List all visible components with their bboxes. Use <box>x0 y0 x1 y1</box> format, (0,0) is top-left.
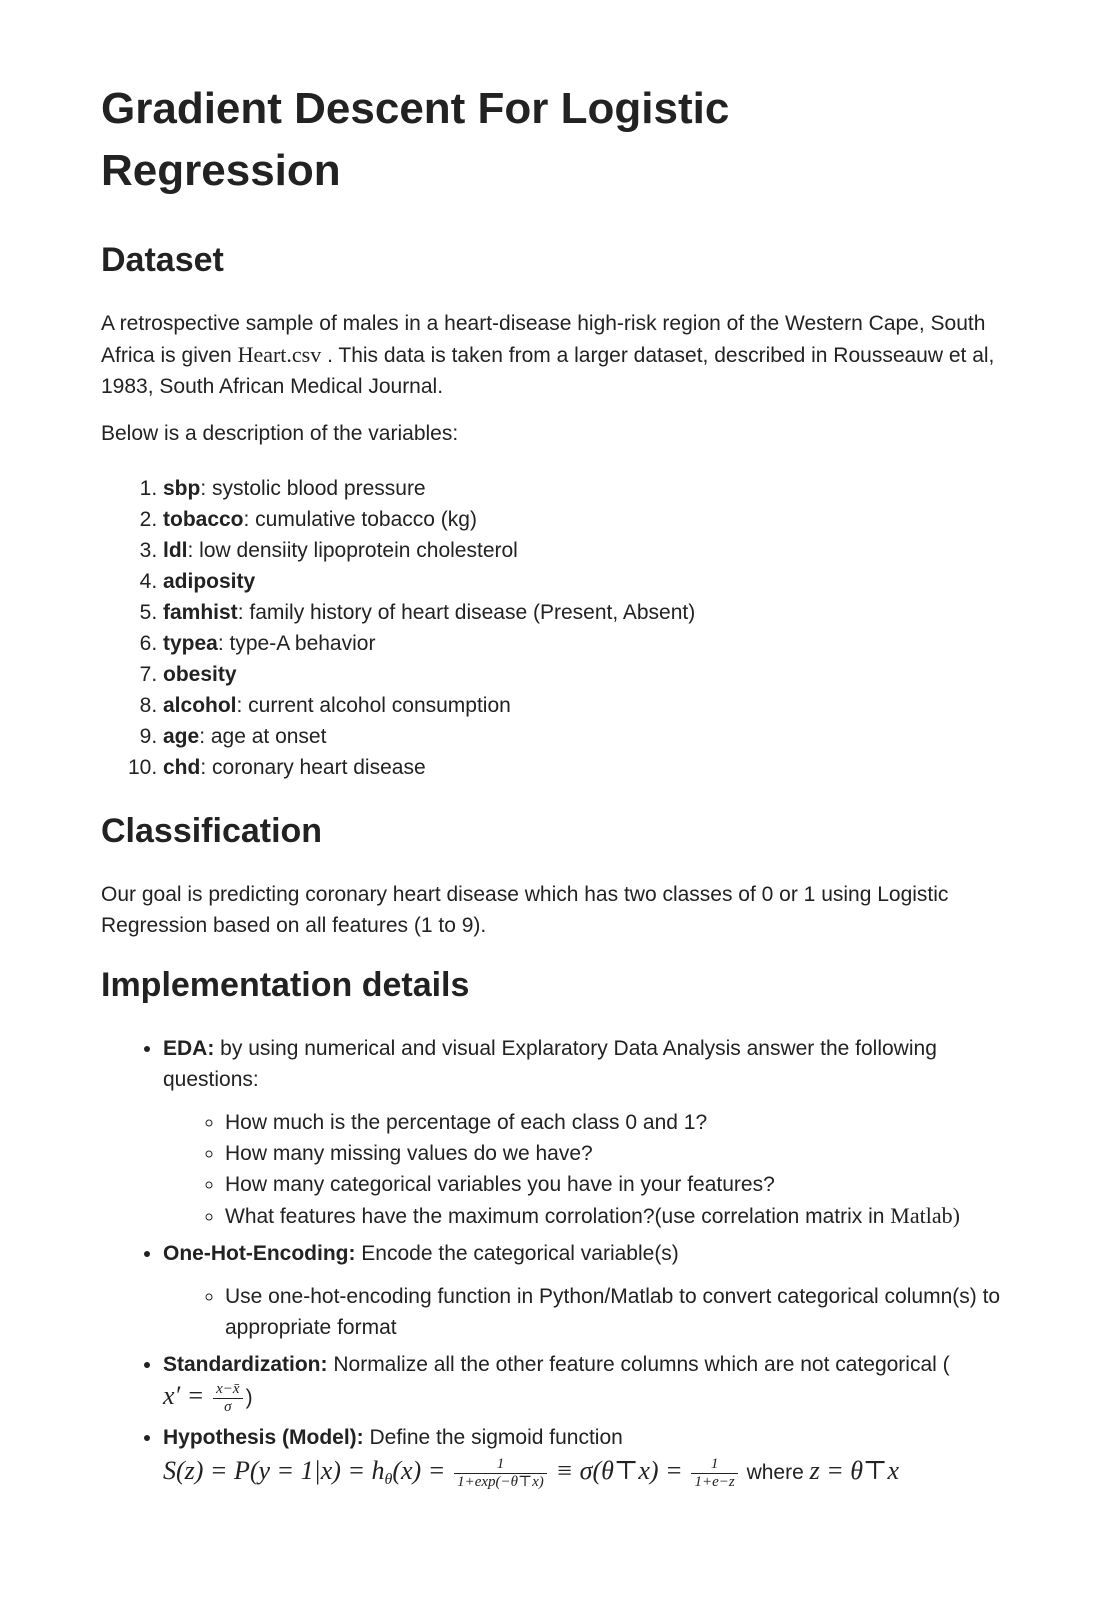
standardization-text: Normalize all the other feature columns which are not categorical ( <box>327 1353 950 1376</box>
list-item <box>163 659 1017 690</box>
classification-description: Our goal is predicting coronary heart disease which has two classes of 0 or 1 using Logistic Regression based on all features (1 to 9). <box>101 883 949 937</box>
variable-name: obesity <box>163 663 237 686</box>
list-item <box>163 721 1017 752</box>
dataset-heading: Dataset <box>101 241 224 279</box>
variable-desc: : type-A behavior <box>217 632 376 655</box>
fraction-denominator: σ <box>224 1398 232 1415</box>
list-item: ◦ Use one-hot-encoding function in Python/Matlab to convert categorical column(s) to appropriate format <box>225 1281 1017 1343</box>
onehot-item <box>163 1238 1017 1343</box>
sigmoid-fraction-1 <box>454 1456 547 1491</box>
list-item <box>163 628 1017 659</box>
formula-part-3: ≡ σ(θ⊤x) = <box>555 1455 683 1485</box>
dataset-desc-part-a: A retrospective sample of males in a heart-disease high-risk region of the Western Cape, South Africa is given <box>101 312 986 367</box>
formula-part-2: (x) = <box>392 1455 446 1485</box>
formula-part-4: z = θ⊤x <box>809 1455 900 1485</box>
implementation-section <box>101 963 1017 1495</box>
variable-desc: : coronary heart disease <box>200 756 426 779</box>
standardization-item <box>163 1349 1017 1416</box>
variable-name: alcohol <box>163 694 237 717</box>
list-item: ◦ How much is the percentage of each class 0 and 1? <box>225 1107 1017 1138</box>
hypothesis-label: Hypothesis (Model): <box>163 1425 364 1449</box>
onehot-sublist <box>163 1281 1017 1343</box>
variable-name: chd <box>163 756 201 779</box>
standardization-close: ) <box>245 1386 253 1409</box>
formula-part-1: S(z) = P(y = 1|x) = h <box>163 1455 385 1485</box>
standardization-label: Standardization: <box>163 1353 328 1376</box>
fraction-numerator: x−x̄ <box>213 1381 242 1399</box>
implementation-list <box>101 1033 1017 1495</box>
list-item <box>163 535 1017 566</box>
classification-section <box>101 809 1017 941</box>
variable-name: age <box>163 725 200 748</box>
classification-heading: Classification <box>101 812 323 850</box>
dataset-section <box>101 238 1017 783</box>
variable-desc: : systolic blood pressure <box>200 477 426 500</box>
variable-name: ldl <box>163 539 188 562</box>
variable-desc: : age at onset <box>199 725 327 748</box>
implementation-heading: Implementation details <box>101 966 470 1004</box>
variables-list <box>101 473 1017 783</box>
list-item <box>163 752 1017 783</box>
list-item <box>163 690 1017 721</box>
eda-item <box>163 1033 1017 1232</box>
fraction-denominator: 1+e−z <box>694 1473 735 1490</box>
hypothesis-item <box>163 1422 1017 1495</box>
variable-name: famhist <box>163 601 238 624</box>
list-item <box>163 597 1017 628</box>
eda-label: EDA: <box>163 1037 215 1060</box>
dataset-file-name: Heart.csv <box>237 342 322 367</box>
list-item: ◦ How many categorical variables you have in your features? <box>225 1169 1017 1200</box>
variables-intro: Below is a description of the variables: <box>101 422 459 445</box>
sigmoid-fraction-2 <box>691 1456 737 1491</box>
variable-desc: : low densiity lipoprotein cholesterol <box>187 539 518 562</box>
list-item: ◦ How many missing values do we have? <box>225 1138 1017 1169</box>
where-text: where <box>740 1460 810 1484</box>
variable-name: tobacco <box>163 508 244 531</box>
fraction-denominator: 1+exp(−θ⊤x) <box>457 1473 544 1490</box>
list-item <box>225 1200 1017 1232</box>
list-item <box>163 566 1017 597</box>
sigmoid-formula <box>163 1455 1017 1495</box>
dataset-desc-part-b: . This data is taken from a larger dataset, described in Rousseauw et al, 1983, South African Medical Journal. <box>101 344 995 398</box>
variable-desc: : family history of heart disease (Present, Absent) <box>237 601 696 624</box>
list-item <box>163 473 1017 504</box>
theta-subscript: θ <box>384 1471 393 1489</box>
fraction-numerator: 1 <box>454 1456 547 1474</box>
page-title: Gradient Descent For Logistic Regression <box>101 84 730 195</box>
variable-name: adiposity <box>163 570 256 593</box>
standardization-fraction <box>213 1381 242 1416</box>
question-text: What features have the maximum corrolation?(use correlation matrix in <box>225 1205 891 1228</box>
fraction-numerator: 1 <box>691 1456 737 1474</box>
variable-name: sbp <box>163 477 201 500</box>
onehot-text: Encode the categorical variable(s) <box>355 1242 679 1265</box>
dataset-description <box>101 308 1017 402</box>
variable-desc: : cumulative tobacco (kg) <box>243 508 477 531</box>
standardization-lhs: x′ = <box>163 1381 205 1410</box>
matlab-text: Matlab) <box>890 1203 960 1228</box>
variable-desc: : current alcohol consumption <box>236 694 511 717</box>
onehot-label: One-Hot-Encoding: <box>163 1242 356 1265</box>
variable-name: typea <box>163 632 218 655</box>
eda-questions <box>163 1107 1017 1232</box>
list-item <box>163 504 1017 535</box>
eda-text: by using numerical and visual Explaratory Data Analysis answer the following questions: <box>163 1037 937 1091</box>
hypothesis-text: Define the sigmoid function <box>363 1425 623 1449</box>
